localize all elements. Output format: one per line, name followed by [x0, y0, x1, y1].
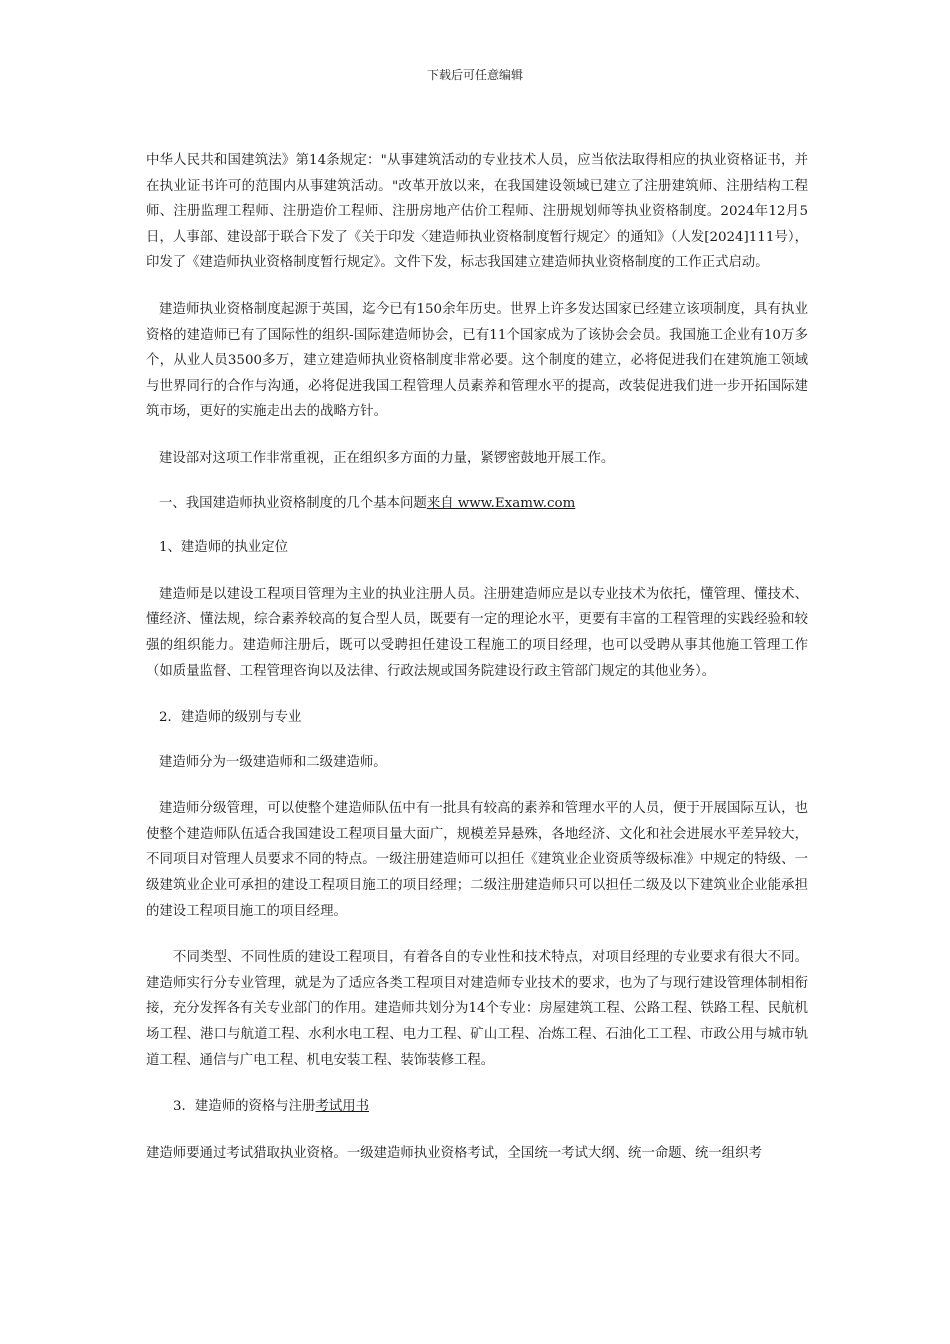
page-header: 下载后可任意编辑	[426, 68, 523, 82]
subheading-levels: 2．建造师的级别与专业	[159, 710, 302, 726]
document-body	[146, 148, 808, 1166]
paragraph-ministry: 建设部对这项工作非常重视，正在组织多方面的力量，紧锣密鼓地开展工作。	[159, 450, 615, 466]
paragraph-specialties: 不同类型、不同性质的建设工程项目，有着各自的专业性和技术特点，对项目经理的专业要求有很大不同。建造师实行分专业管理，就是为了适应各类工程项目对建造师专业技术的要求，也为了与现行建设管理体制相衔接，充分发挥各有关专业部门的作用。建造师共划分为14个专业：房屋建筑工程、公路工程、铁路工程、民航机场工程、港口与航道工程、水利水电工程、电力工程、矿山工程、冶炼工程、石油化工工程、市政公用与城市轨道工程、通信与广电工程、机电安装工程、装饰装修工程。	[146, 950, 808, 1068]
paragraph-graded-management: 建造师分级管理，可以使整个建造师队伍中有一批具有较高的素养和管理水平的人员，便于开展国际互认，也使整个建造师队伍适合我国建设工程项目量大面广，规模差异悬殊，各地经济、文化和社会进展水平差异较大，不同项目对管理人员要求不同的特点。一级注册建造师可以担任《建筑业企业资质等级标准》中规定的特级、一级建筑业企业可承担的建设工程项目施工的项目经理；二级注册建造师只可以担任二级及以下建筑业企业能承担的建设工程项目施工的项目经理。	[146, 801, 808, 919]
subheading-text: 3．建造师的资格与注册	[173, 1099, 316, 1115]
subheading-qualification	[146, 1094, 808, 1120]
paragraph-building-law: 中华人民共和国建筑法》第14条规定："从事建筑活动的专业技术人员，应当依法取得相应的执业资格证书，并在执业证书许可的范围内从事建筑活动。"改革开放以来，在我国建设领域已建立了注册建筑师、注册结构工程师、注册监理工程师、注册造价工程师、注册房地产估价工程师、注册规划师等执业资格制度。2024年12月5日，人事部、建设部于联合下发了《关于印发〈建造师执业资格制度暂行规定〉的通知》（人发[2024]111号），印发了《建造师执业资格制度暂行规定》。文件下发，标志我国建立建造师执业资格制度的工作正式启动。	[146, 153, 808, 271]
paragraph-exam: 建造师要通过考试猎取执业资格。一级建造师执业资格考试，全国统一考试大纲、统一命题、统一组织考	[146, 1145, 762, 1161]
subheading-positioning: 1、建造师的执业定位	[159, 540, 289, 556]
section-heading-basic-issues	[146, 491, 808, 517]
examw-link[interactable]: 来自 www.Examw.com	[426, 495, 576, 511]
paragraph-origin: 建造师执业资格制度起源于英国，迄今已有150余年历史。世界上许多发达国家已经建立该项制度，具有执业资格的建造师已有了国际性的组织-国际建造师协会，已有11个国家成为了该协会会员。我国施工企业有10万多个，从业人员3500多万，建立建造师执业资格制度非常必要。这个制度的建立，必将促进我们在建筑施工领域与世界同行的合作与沟通，必将促进我国工程管理人员素养和管理水平的提高，改装促进我们进一步开拓国际建筑市场，更好的实施走出去的战略方针。	[146, 301, 808, 420]
exam-books-link[interactable]: 考试用书	[315, 1099, 369, 1115]
paragraph-levels: 建造师分为一级建造师和二级建造师。	[159, 754, 387, 770]
paragraph-positioning: 建造师是以建设工程项目管理为主业的执业注册人员。注册建造师应是以专业技术为依托，懂管理、懂技术、懂经济、懂法规，综合素养较高的复合型人员，既要有一定的理论水平，更要有丰富的工程管理的实践经验和较强的组织能力。建造师注册后，既可以受聘担任建设工程施工的项目经理，也可以受聘从事其他施工管理工作（如质量监督、工程管理咨询以及法律、行政法规或国务院建设行政主管部门规定的其他业务）。	[146, 586, 808, 679]
section-heading-text: 一、我国建造师执业资格制度的几个基本问题	[159, 495, 427, 511]
